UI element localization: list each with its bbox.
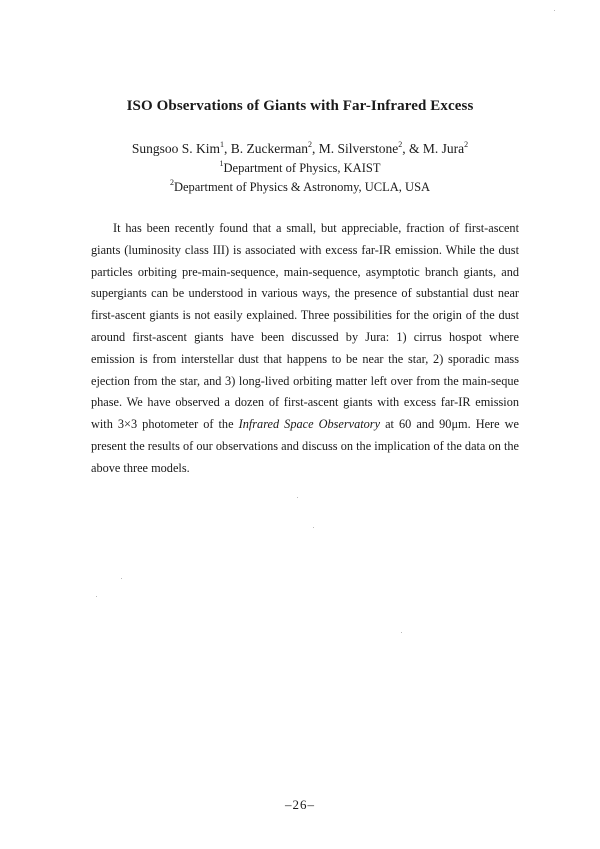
scan-speck [121, 578, 122, 579]
author-name: M. Jura [422, 141, 465, 156]
author-affiliation-mark: 2 [398, 140, 403, 149]
author-name: B. Zuckerman [230, 141, 308, 156]
author-separator: , [224, 141, 231, 156]
abstract-italic-text: Infrared Space Observatory [238, 417, 381, 432]
affiliation-mark: 1 [219, 159, 224, 168]
affiliation-2 [0, 180, 600, 195]
scan-speck [297, 497, 298, 498]
author-separator: , & [402, 141, 423, 156]
affiliation-mark: 2 [169, 178, 174, 187]
affiliation-1 [0, 161, 600, 176]
paper-title: ISO Observations of Giants with Far-Infrared Excess [126, 98, 474, 114]
abstract-text-continued: at 60 and 90μm. Here we present the results of our observations and discuss on the implication of the data on the above three models. [91, 417, 519, 475]
author-affiliation-mark: 2 [464, 140, 469, 149]
affiliation-text: Department of Physics & Astronomy, UCLA, USA [173, 180, 431, 194]
abstract-paragraph [91, 218, 519, 480]
author-name: M. Silverstone [318, 141, 399, 156]
scan-speck [313, 527, 314, 528]
scan-speck [554, 10, 555, 11]
author-affiliation-mark: 1 [220, 140, 225, 149]
page-number: –26– [285, 797, 315, 812]
author-list [0, 141, 600, 157]
author-name: Sungsoo S. Kim [131, 141, 221, 156]
scan-speck [401, 632, 402, 633]
author-affiliation-mark: 2 [308, 140, 312, 149]
scan-speck [96, 596, 97, 597]
author-separator: , [312, 141, 319, 156]
affiliation-text: Department of Physics, KAIST [223, 161, 381, 175]
abstract-text: It has been recently found that a small, but appreciable, fraction of first-ascent giants (luminosity class III) is associated with excess far-IR emission. While the dust particles orbiting pre-main-sequence, main-sequence, asymptotic branch giants, and supergiants can be understood in various ways, the presence of substantial dust near first-ascent giants is not easily explained. Three possibilities for the origin of the dust around first-ascent giants have been discussed by Jura: 1) cirrus hospot where emission is from interstellar dust that happens to be near the star, 2) sporadic mass ejection from the star, and 3) long-lived orbiting matter left over from the main-seque phase. We have observed a dozen of first-ascent giants with excess far-IR emission with 3×3 photometer of the [91, 221, 519, 432]
